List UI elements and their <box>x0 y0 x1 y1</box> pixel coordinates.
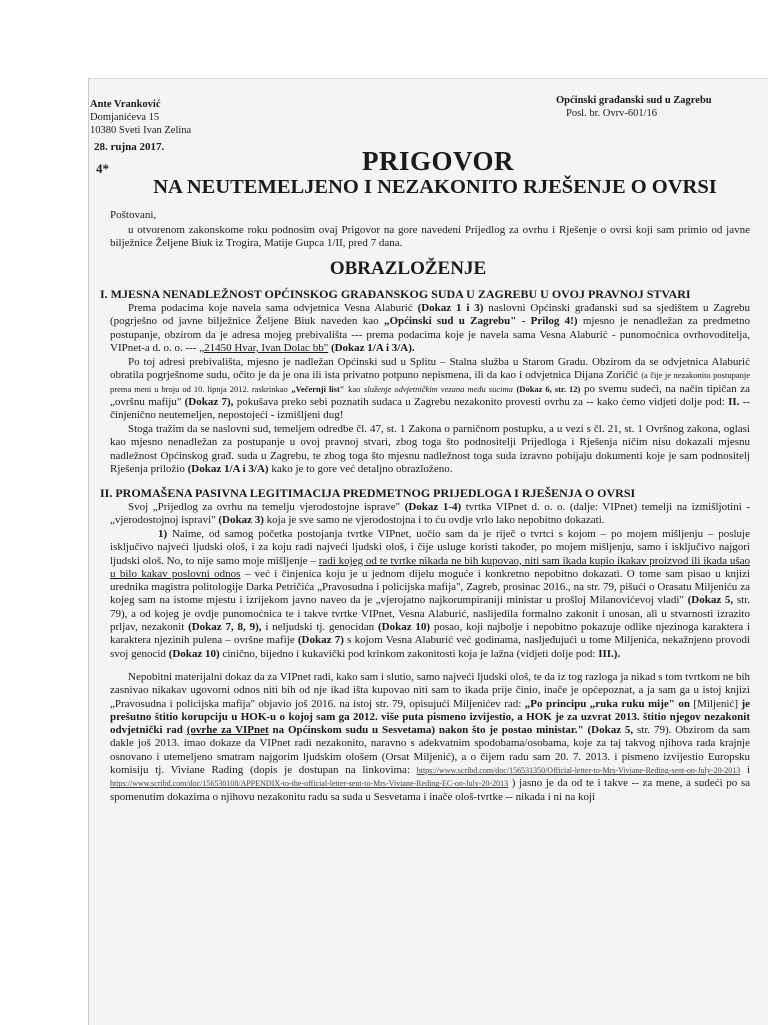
s2p2-evidence-e: (Dokaz 10) <box>168 647 220 660</box>
s2p2-text-j: s kojom Vesna Alaburić već godinama, nasljeđujući u tome Miljenića, nekažnjeno provodi svoj genocid <box>110 634 750 660</box>
link-official-letter[interactable]: https://www.scribd.com/doc/156531350/Official-letter-to-Mrs-Viviane-Reding-sent-on-July-20-2013 <box>416 766 741 776</box>
s1p3-text-c: kako je to gore već detaljno obrazloženo. <box>271 462 453 475</box>
s1p2-small-d: služenje odvjetničkim vezana među sucima <box>364 383 513 394</box>
s2p3-quote-underlined: (ovrhe za VIPnet <box>186 724 269 737</box>
s1p1-text-e: mjesno je nenadležan za predmetno postupanje, obzirom da je adresa mojeg prebivališta --- prema podacima koje je navela sama Vesna Alaburić - punomoćnica ovrhovoditelja, VIPnet-a d. o. o. --- <box>110 315 751 354</box>
s2p2-underlined: radi kojeg od te tvrtke nikada ne bih kupovao, niti sam ikada kupio ikakav proizvod ili ikada ušao u bilo kakav poslovni odnos <box>110 554 750 580</box>
s2p3-quote-c: na Općinskom sudu u Sesvetama) nakon što je postao ministar." <box>272 724 584 737</box>
s1p1-evidence-b: „Općinski sud u Zagrebu" - Prilog 4!) <box>383 315 578 328</box>
s2p2-text-f: i neljudski tj. genocidan <box>265 621 375 634</box>
section-2-paragraph-3 <box>110 671 750 804</box>
s1p2-evidence: (Dokaz 7), <box>184 395 234 408</box>
s1p2-small-a: (a čije je nezakonito postupanje prema meni u broju od 10. lipnja 2012. raskrinkao <box>110 370 751 394</box>
s1p2-small-b: „Večernji list" <box>291 383 345 394</box>
s2p3-bracket: [Miljenić] <box>693 697 739 710</box>
s2p2-evidence-d: (Dokaz 7) <box>297 634 344 647</box>
section-1-paragraph-2 <box>110 356 750 422</box>
s1p1-evidence-c: (Dokaz 1/A i 3/A). <box>330 341 415 354</box>
s1p2-small-c: kao <box>348 383 361 394</box>
court-name: Općinski građanski sud u Zagrebu <box>556 95 712 106</box>
s2p1-evidence-a: (Dokaz 1-4) <box>404 501 462 513</box>
document-date: 28. rujna 2017. <box>94 141 165 153</box>
s2p3-quote-a: „Po principu „ruka ruku mije" on <box>524 697 690 710</box>
section-1-paragraph-1 <box>110 302 750 355</box>
s1p2-text-f: -- činjenično neutemeljen, nepostojeći - izmišljeni dug! <box>110 395 751 422</box>
s2p2-text-d: str. 79), a od kojeg je ovdje punomoćnica te i takve tvrtke VIPnet, Vesna Alaburić, naslijedila formalno zakonit i unosan, ali u stvarnosti izrazito prljav, nezakonit <box>110 594 750 634</box>
s2p1-evidence-b: (Dokaz 3) <box>218 514 264 527</box>
s2p2-number: 1) <box>158 528 168 540</box>
page-mark: 4* <box>96 161 109 176</box>
sender-street: Domjanićeva 15 <box>90 112 160 123</box>
s1p3-text-a: Stoga tražim da se naslovni sud, temeljem odredbe čl. 47, st. 1 Zakona o parničnom postupku, a u vezi s čl. 21, st. 1 Ovršnog zakona, oglasi kao mjesno nenadležan za postupanje u ovoj pravnoj stvari, zbog toga što podnositelji Prijedloga i Rješenja ničim nisu dokazali mjesnu nadležnost Općinskog građ. suda u Zagrebu, te zbog toga što mjesnu nadležnost toga suda izravno pobijaju dokumenti koje je sam podnositelj Rješenja priložio <box>110 423 750 475</box>
s2p3-evidence: (Dokaz 5, <box>587 724 634 737</box>
s2p3-link-and: i <box>746 764 751 777</box>
s1p3-evidence: (Dokaz 1/A i 3/A) <box>187 462 269 475</box>
link-appendix[interactable]: https://www.scribd.com/doc/156530108/APPENDIX-to-the-official-letter-sent-to-Mrs-Viviane-Reding-EC-on-July-20-2013 <box>110 779 509 789</box>
section-2-title: II. PROMAŠENA PASIVNA LEGITIMACIJA PREDMETNOG PRIJEDLOGA I RJEŠENJA O OVRSI <box>100 486 636 500</box>
s2p1-text-c: tvrtka VIPnet d. o. o. (dalje: VIPnet) temelji na izmišljotini - „vjerodostojnoj ispravi" <box>110 501 750 527</box>
s2p2-ref: III.). <box>598 647 621 660</box>
document-subtitle: NA NEUTEMELJENO I NEZAKONITO RJEŠENJE O OVRSI <box>153 176 717 198</box>
sender-city: 10380 Sveti Ivan Zelina <box>90 125 192 136</box>
s2p2-evidence-c: (Dokaz 10) <box>378 621 431 634</box>
document-title: PRIGOVOR <box>362 146 514 176</box>
s2p3-text-a: Nepobitni materijalni dokaz da za VIPnet radi, kako sam i slutio, samo najveći ljudski ološ, te da iz tog razloga ja nikad s tom tvrtkom ne bih zasnivao nikakav ugovorni odnos niti bih od nje ikad išta kupovao niti sam to ikada prije činio, inače je općepoznat, a ja sam ga u istoj knjizi „Pravosudna i policijska mafija" objavio još 2016. na istoj str. 79, opisujući Miljenićev rad: <box>110 671 750 710</box>
s2p2-text-a: Naime, od samog početka postojanja tvrtke VIPnet, uočio sam da je riječ o tvrtci s kojom – po mojem mišljenju – posluje isključivo najveći ljudski ološ, i za koju radi najveći ljudski ološ, i čije usluge koristi također, po mojem mišljenju, samo i isključivo najgori ljudski ološ. No, to nije samo moje mišljenje – <box>110 528 750 567</box>
s2p3-text-g: str. 79). Obzirom da sam dakle još 2013. imao dokaze da VIPnet radi nezakonito, naravno s adekvatnim spodobama/osobama, koje za taj takvog njihova rada krajnje osnovano i utemeljeno smatram najgorim ljudskim ološem (Orsat Miljenić), a o čijem radu sam 20. 7. 2013. i pismeno izvijestio Europsku komisiju tj. Viviane Rading (dopis je dostupan na linkovima: <box>110 724 751 777</box>
intro-paragraph: u otvorenom zakonskome roku podnosim ovaj Prigovor na gore navedeni Prijedlog za ovrhu i Rješenje o ovrsi koji sam primio od javne bilježnice Željene Biuk iz Trogira, Matije Gupca 1/II, pred 7 dana. <box>110 224 750 250</box>
court-block <box>556 94 712 120</box>
s2p2-evidence-b: (Dokaz 7, 8, 9), <box>188 621 262 634</box>
s2p3-text-h: ) jasno je da od te i takve -- za mene, a sudeći po sa spomenutim dokazima o njihovu nezakonitu radu sa suda u Sesvetama i inače ološ-tvrtke -- nikada i ni na koji <box>110 777 751 803</box>
s2p2-text-h: posao, koji najbolje i nepobitno pokazuje odlike njezinoga karaktera i karaktera njezinih pulena – ovršne mafije <box>110 621 751 647</box>
s1p2-text-d: pokušava preko sebi poznatih sudaca u Zagrebu nezakonito provesti ovrhu za -- kako ćemo vidjeti dolje pod: <box>236 395 725 408</box>
s2p1-text-e: koja je sve samo ne vjerodostojna i to ću ovdje vrlo lako nepobitno dokazati. <box>266 514 605 527</box>
case-reference: Posl. br. Ovrv-601/16 <box>566 108 658 119</box>
s1p1-text-c: naslovni Općinski građanski sud sa sjedištem u Zagrebu (pogrješno od javne bilježnice Željene Biuk naveden kao <box>110 302 751 328</box>
s1p2-small-e: (Dokaz 6, str. 12) <box>516 383 581 394</box>
s2p2-evidence-a: (Dokaz 5, <box>687 594 734 607</box>
s2p3-quote-b: je prešutno štitio korupciju u HOK-u o kojoj sam ga 2012. više puta pismeno izvijestio, a HOK je za uzvrat 2013. štitio njegov nezakonit odvjetnički rad <box>110 697 751 737</box>
section-2-paragraph-2 <box>110 528 750 661</box>
s2p2-text-l: cinično, bijedno i kukavički pod krinkom zakonitosti koja je lažna (vidjeti dolje pod: <box>222 647 596 660</box>
s1p1-evidence-a: (Dokaz 1 i 3) <box>417 302 484 314</box>
section-1-paragraph-3 <box>110 423 750 476</box>
s1p2-text-a: Po toj adresi prebivališta, mjesno je nadležan Općinski sud u Splitu – Stalna služba u Starom Gradu. Obzirom da se odvjetnica Alaburić obratila pogrješnome sudu, očito je da je ona ili ista privatno potpuno nepismena, ili da kao i odvjetnica Dijana Zoričić <box>110 356 750 382</box>
s1p2-ref: II. <box>728 395 740 408</box>
s1p2-text-b: po svemu sudeći, na način tipičan za „ovršnu mafiju" <box>110 382 751 408</box>
reasoning-heading: OBRAZLOŽENJE <box>329 258 487 279</box>
s2p1-text-a: Svoj „Prijedlog za ovrhu na temelju vjerodostojne isprave" <box>128 501 401 513</box>
s1p1-text-a: Prema podacima koje navela sama odvjetnica Vesna Alaburić <box>128 302 413 314</box>
sender-block <box>90 98 191 137</box>
greeting: Poštovani, <box>110 209 157 221</box>
section-2-paragraph-1 <box>110 501 750 528</box>
s2p2-text-b: – već i činjenica koju je u jednom dijelu moguće i konkretno nepobitno dokazati. O tome sam pisao u knjizi urednika magistra politologije Darka Petričića „Pravosudna i policijska mafija", Zagreb, prosinac 2016., na str. 79, pišući o Orasatu Miljeniću za kojeg sam na istome mjestu i izrijekom javno naveo da je „vjerojatno najkorumpiraniji ministar u prošloj Milanovićevoj vladi" <box>110 567 751 607</box>
s1p1-address: „21450 Hvar, Ivan Dolac bb" <box>199 341 329 354</box>
sender-name: Ante Vranković <box>90 99 161 110</box>
section-1-title: I. MJESNA NENADLEŽNOST OPĆINSKOG GRAĐANSKOG SUDA U ZAGREBU U OVOJ PRAVNOJ STVARI <box>100 287 691 301</box>
